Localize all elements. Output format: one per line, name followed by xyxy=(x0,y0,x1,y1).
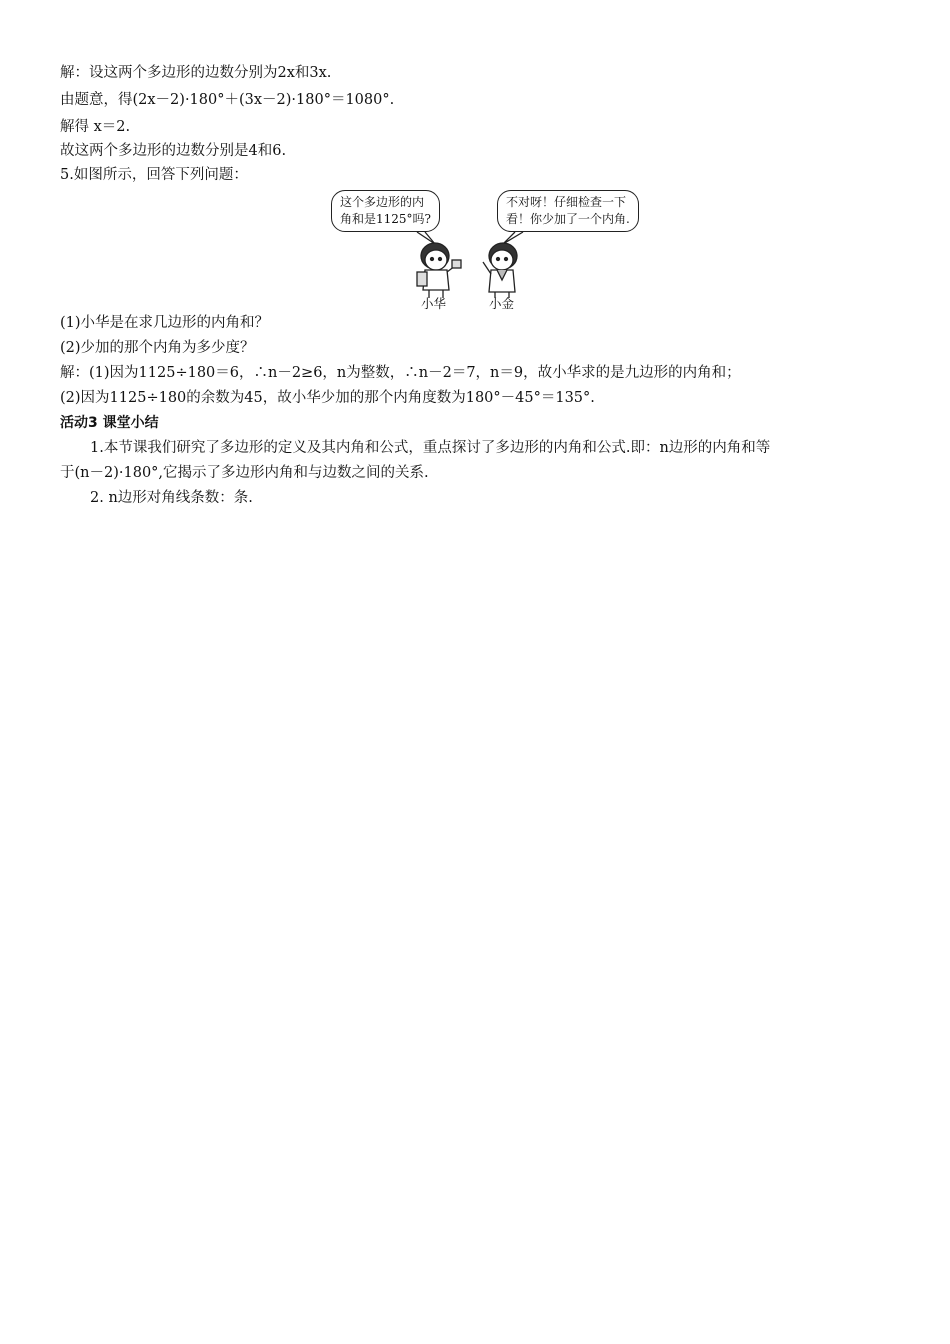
activity-3-heading: 活动3 课堂小结 xyxy=(60,415,159,431)
name-label-xiaojin: 小金 xyxy=(489,296,515,311)
question-5-part-1: (1)小华是在求几边形的内角和？ xyxy=(60,315,270,331)
bubble-left-line-1: 这个多边形的内 xyxy=(340,195,425,209)
bubble-right-line-2: 看！你少加了一个内角. xyxy=(506,212,630,226)
cartoon-figure xyxy=(325,186,665,314)
summary-paragraph-1-line-1: 1.本节课我们研究了多边形的定义及其内角和公式，重点探讨了多边形的内角和公式.即：n边形的内角和等 xyxy=(90,440,771,456)
name-label-xiaohua: 小华 xyxy=(421,296,447,311)
solution-line-3: 解得 x＝2. xyxy=(60,119,131,135)
solution-line-2: 由题意，得(2x－2)·180°＋(3x－2)·180°＝1080°. xyxy=(60,92,395,108)
solution-line-1: 解：设这两个多边形的边数分别为2x和3x. xyxy=(60,65,332,81)
solution-line-4: 故这两个多边形的边数分别是4和6. xyxy=(60,143,287,159)
bubble-right-line-1: 不对呀！仔细检查一下 xyxy=(506,195,627,209)
question-5-part-2: (2)少加的那个内角为多少度？ xyxy=(60,340,255,356)
answer-5-part-2: (2)因为1125÷180的余数为45，故小华少加的那个内角度数为180°－45°＝135°. xyxy=(60,390,595,406)
answer-5-part-1: 解：(1)因为1125÷180＝6，∴n－2≥6，n为整数，∴n－2＝7，n＝9，故小华求的是九边形的内角和； xyxy=(60,365,741,381)
summary-paragraph-1-line-2: 于(n－2)·180°,它揭示了多边形内角和与边数之间的关系. xyxy=(60,465,429,481)
bubble-left-line-2: 角和是1125°吗? xyxy=(340,212,431,226)
summary-paragraph-2: 2. n边形对角线条数：条. xyxy=(90,490,253,506)
question-5-title: 5.如图所示，回答下列问题： xyxy=(60,167,248,183)
